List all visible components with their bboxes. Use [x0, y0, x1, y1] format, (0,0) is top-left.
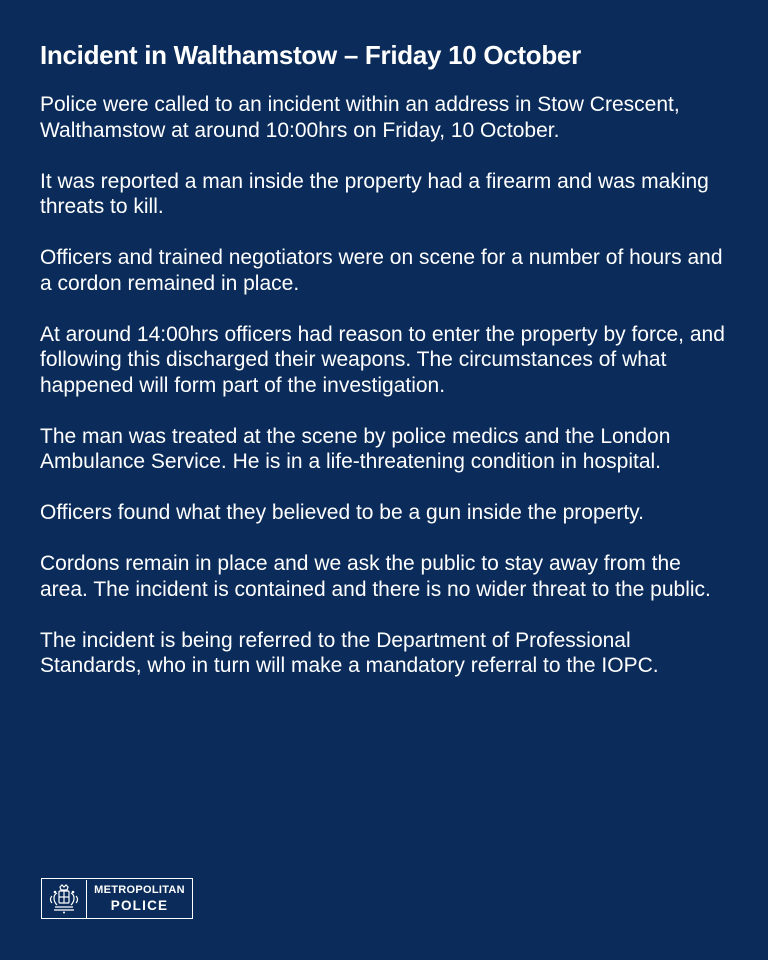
- page-title: Incident in Walthamstow – Friday 10 October: [40, 40, 581, 70]
- paragraph-report: It was reported a man inside the property had a firearm and was making threats to kill.: [40, 169, 709, 218]
- paragraph-negotiators: Officers and trained negotiators were on scene for a number of hours and a cordon remained in place.: [40, 246, 723, 295]
- paragraph-gun: Officers found what they believed to be a gun inside the property.: [40, 501, 644, 524]
- paragraph-referral: The incident is being referred to the Department of Professional Standards, who in turn will make a mandatory referral to the IOPC.: [40, 628, 659, 677]
- paragraph-cordons: Cordons remain in place and we ask the public to stay away from the area. The incident is contained and there is no wider threat to the public.: [40, 552, 711, 601]
- logo-line-metropolitan: METROPOLITAN: [94, 883, 185, 896]
- met-police-logo: [41, 878, 193, 919]
- paragraph-entry: At around 14:00hrs officers had reason to enter the property by force, and following this discharged their weapons. The circumstances of what happened will form part of the investigation.: [40, 322, 725, 397]
- logo-wordmark: [87, 885, 192, 913]
- paragraph-call: Police were called to an incident within an address in Stow Crescent, Walthamstow at around 10:00hrs on Friday, 10 October.: [40, 93, 680, 142]
- logo-line-police: POLICE: [110, 897, 169, 913]
- crest-icon: [42, 880, 87, 918]
- paragraph-treatment: The man was treated at the scene by police medics and the London Ambulance Service. He is in a life-threatening condition in hospital.: [40, 424, 671, 473]
- statement-body: [40, 92, 728, 679]
